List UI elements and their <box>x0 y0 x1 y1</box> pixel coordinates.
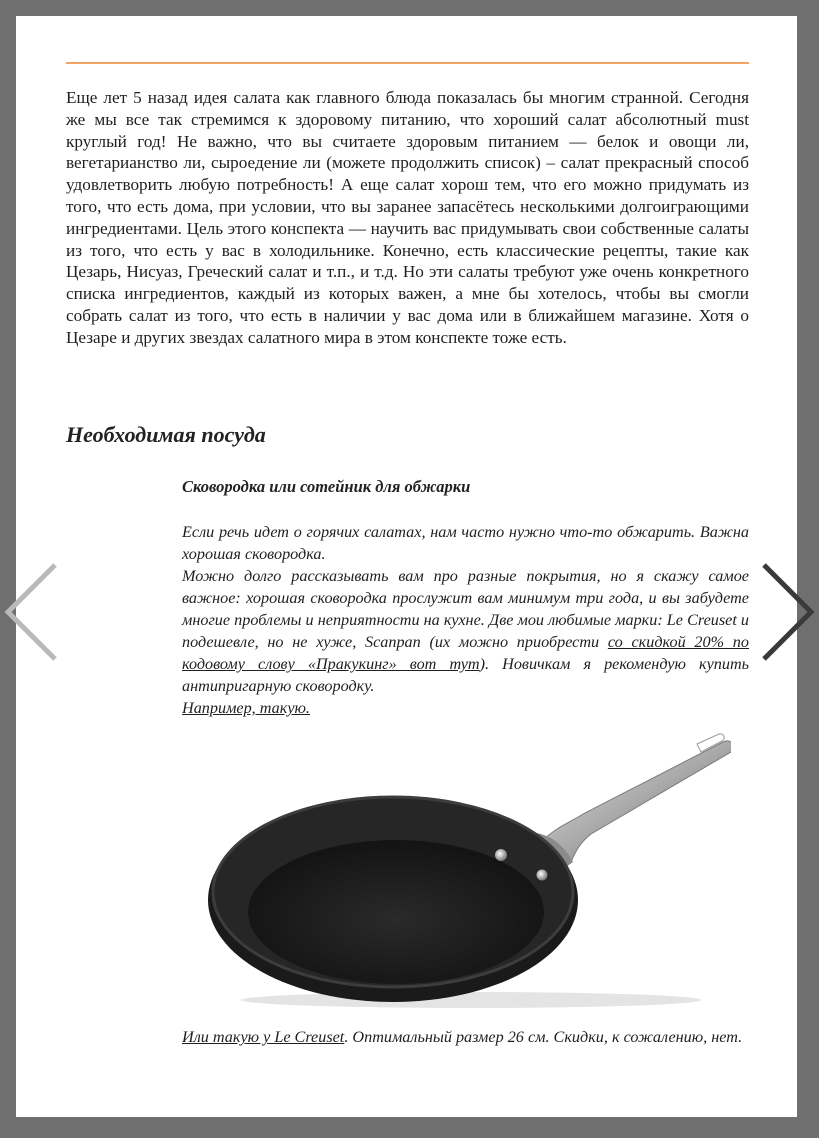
pan-paragraph-2-start: Можно долго рассказывать вам про разные покрытия, но я скажу самое важное: хорошая сковородка прослужит вам минимум три года, и вы забудете многие проблемы и неприятности на кухне. Две мои любимые марки: Le Creuset и подешевле, но не хуже, Scanpan (их можно приобрести <box>182 567 749 651</box>
chevron-left-icon <box>0 560 60 664</box>
frying-pan-image <box>191 722 731 1012</box>
pan-paragraph-2 <box>182 565 749 697</box>
le-creuset-link[interactable]: Или такую у Le Creuset <box>182 1028 345 1046</box>
section-title: Необходимая посуда <box>66 422 266 447</box>
subsection-title: Сковородка или сотейник для обжарки <box>182 477 471 496</box>
next-page-button[interactable] <box>759 560 819 664</box>
example-link[interactable]: Например, такую. <box>182 699 310 717</box>
discount-link[interactable]: со скидкой 20% по кодовому слову «Пракукинг» вот тут <box>182 633 749 673</box>
intro-paragraph: Еще лет 5 назад идея салата как главного блюда показалась бы многим странной. Сегодня же мы все так стремимся к здоровому питанию, что хороший салат абсолютный must круглый год! Не важно, что вы считаете здоровым питанием — белок и овощи ли, вегетарианство ли, сыроедение ли (можете продолжить список) – салат прекрасный способ удовлетворить любую потребность! А еще салат хорош тем, что его можно придумать из того, что есть дома, при условии, что вы заранее запасётесь несколькими долгоиграющими ингредиентами. Цель этого конспекта — научить вас придумывать свои собственные салаты из того, что есть у вас в холодильнике. Конечно, есть классические рецепты, такие как Цезарь, Нисуаз, Греческий салат и т.п., и т.д. Но эти салаты требуют уже очень конкретного списка ингредиентов, каждый из которых важен, а мне бы хотелось, чтобы вы смогли собрать салат из того, что есть в наличии у вас дома или в ближайшем магазине. Хотя о Цезаре и других звездах салатного мира в этом конспекте тоже есть. <box>66 88 749 347</box>
orange-divider <box>66 62 749 64</box>
pan-footer <box>182 1026 749 1048</box>
pan-description <box>182 521 749 719</box>
pan-paragraph-2-end: ). Новичкам я рекомендую купить антипригарную сковородку. <box>182 655 749 695</box>
size-note: . Оптимальный размер 26 см. Скидки, к сожалению, нет. <box>344 1028 743 1046</box>
document-page <box>16 16 797 1117</box>
chevron-right-icon <box>759 560 819 664</box>
le-creuset-line <box>182 1026 749 1048</box>
previous-page-button[interactable] <box>0 560 60 664</box>
example-line <box>182 697 749 719</box>
pan-paragraph-1: Если речь идет о горячих салатах, нам часто нужно что-то обжарить. Важна хорошая сковородка. <box>182 523 749 563</box>
